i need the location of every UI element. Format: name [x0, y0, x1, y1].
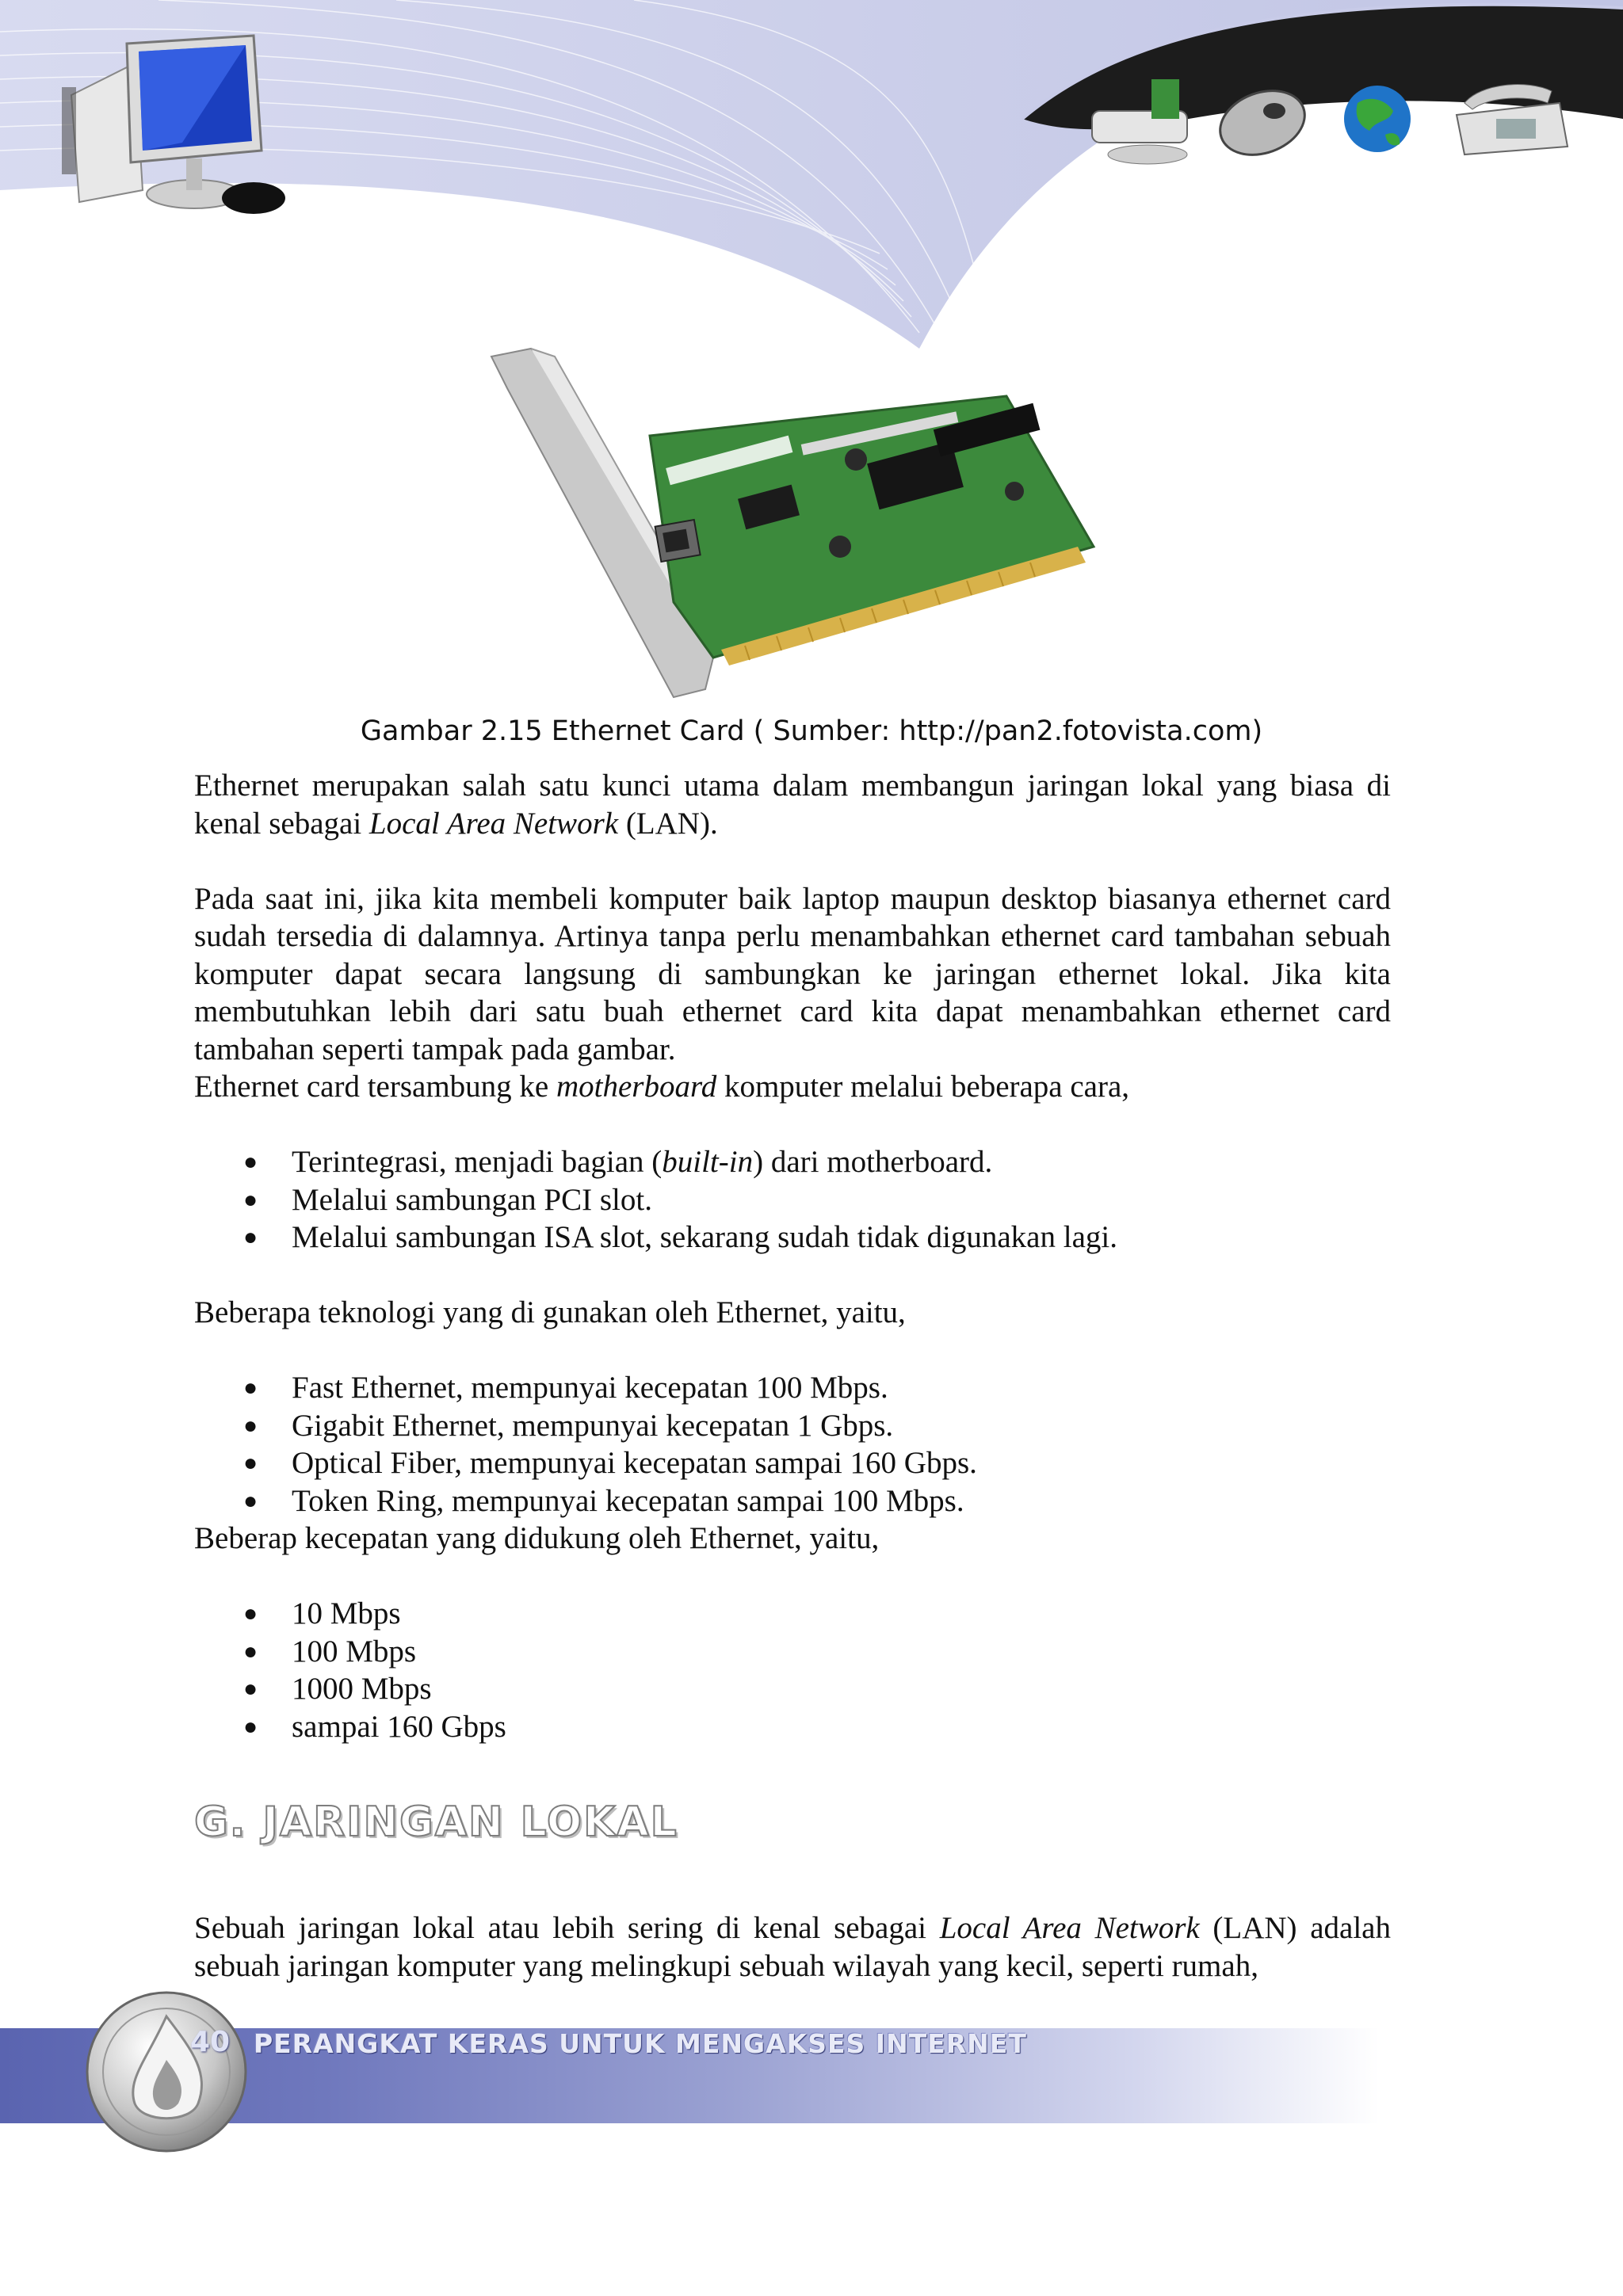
paragraph-speeds: Beberap kecepatan yang didukung oleh Ethernet, yaitu,: [194, 1521, 880, 1555]
telephone-icon: [1457, 85, 1568, 154]
running-title: PERANGKAT KERAS UNTUK MENGAKSES INTERNET: [254, 2028, 1027, 2059]
paragraph-lan: Sebuah jaringan lokal atau lebih sering di kenal sebagai Local Area Network (LAN) adalah sebuah jaringan komputer yang melingkupi sebuah wilayah yang kecil, seperti rumah,: [194, 1911, 1391, 1983]
ethernet-card-photo: [460, 341, 1109, 713]
mouse-icon: [1211, 79, 1313, 166]
paragraph-ethernet-card: Pada saat ini, jika kita membeli komputer baik laptop maupun desktop biasanya ethernet card sudah tersedia di dalamnya. Artinya tanpa perlu menambahkan ethernet card tambahan sebuah komputer dapat secara langsung di sambungkan ke jaringan ethernet lokal. Jika kita membutuhkan lebih dari satu buah ethernet card kita dapat menambahkan ethernet card tambahan seperti tampak pada gambar.: [194, 881, 1391, 1066]
list-item: ● Terintegrasi, menjadi bagian (built-in) dari motherboard.: [194, 1143, 1391, 1181]
paragraph-ethernet-intro: Ethernet merupakan salah satu kunci utama dalam membangun jaringan lokal yang biasa di kenal sebagai Local Area Network (LAN).: [194, 769, 1391, 841]
technology-list: [194, 1369, 1391, 1520]
body-text: [194, 767, 1391, 1745]
speed-list: [194, 1595, 1391, 1745]
monitor-icon: [55, 32, 285, 214]
list-item: ● Optical Fiber, mempunyai kecepatan sampai 160 Gbps.: [194, 1444, 1391, 1482]
list-item: ● Melalui sambungan PCI slot.: [194, 1181, 1391, 1219]
list-item: ● Melalui sambungan ISA slot, sekarang sudah tidak digunakan lagi.: [194, 1219, 1391, 1257]
list-item: ● 1000 Mbps: [194, 1670, 1391, 1708]
list-item: ● Token Ring, mempunyai kecepatan sampai 100 Mbps.: [194, 1482, 1391, 1520]
device-icons: [1084, 71, 1575, 174]
list-item: ● 10 Mbps: [194, 1595, 1391, 1633]
page-number: 40: [190, 2026, 231, 2058]
section-heading: G. JARINGAN LOKAL: [194, 1798, 678, 1846]
figure-caption: Gambar 2.15 Ethernet Card ( Sumber: http://pan2.fotovista.com): [360, 715, 1263, 747]
router-icon: [1092, 79, 1187, 164]
footer-logo-icon: [79, 1985, 254, 2159]
list-item: ● Fast Ethernet, mempunyai kecepatan 100 Mbps.: [194, 1369, 1391, 1407]
paragraph-motherboard: Ethernet card tersambung ke motherboard komputer melalui beberapa cara,: [194, 1070, 1130, 1104]
paragraph-technologies: Beberapa teknologi yang di gunakan oleh Ethernet, yaitu,: [194, 1295, 906, 1329]
connection-list: [194, 1143, 1391, 1257]
list-item: ● sampai 160 Gbps: [194, 1708, 1391, 1746]
list-item: ● Gigabit Ethernet, mempunyai kecepatan 1 Gbps.: [194, 1407, 1391, 1445]
list-item: ● 100 Mbps: [194, 1633, 1391, 1671]
globe-icon: [1344, 86, 1411, 152]
section-paragraph: [194, 1909, 1391, 1985]
